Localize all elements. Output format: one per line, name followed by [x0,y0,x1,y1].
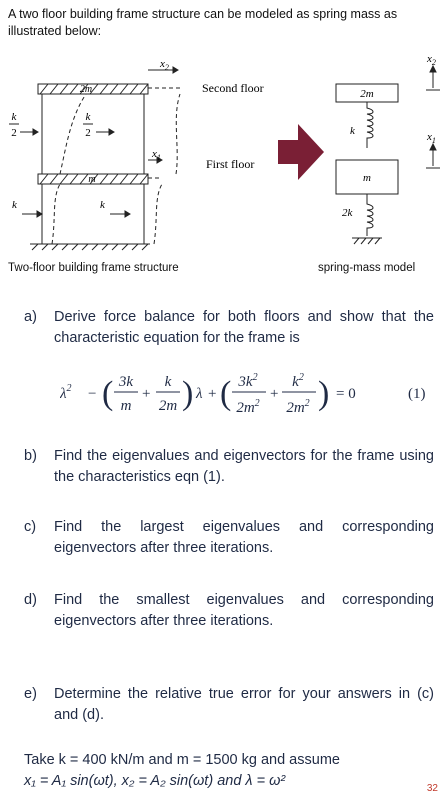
intro-text: A two floor building frame structure can be modeled as spring mass as illustrated below: [8,7,398,38]
eq-t4-num: $k^2$ [292,372,304,390]
eq-equals-zero: = 0 [336,386,356,402]
second-floor-label: Second floor [202,81,264,95]
eq-t4-den: $2m^2$ [286,398,310,416]
first-floor-label: First floor [206,157,255,171]
question-label: c) [24,519,37,535]
question-c [24,517,434,559]
question-a [24,307,434,349]
given-line-1: Take k = 400 kN/m and m = 1500 kg and assume [24,752,340,768]
spring-2k-label: 2k [342,207,353,219]
eq-t3-num: $3k^2$ [238,372,258,390]
page-number: 32 [426,783,438,794]
eq-t1-num: 3k [118,374,134,390]
mass-2m-label: 2m [79,84,93,95]
question-e [24,684,434,726]
question-text: Find the eigenvalues and eigenvectors for the frame using the characteristics eqn (1). [54,448,434,485]
k-half-left [9,111,19,139]
characteristic-equation [60,364,445,424]
eq-t1-den: m [120,398,132,414]
question-d [24,590,434,632]
eq-paren-close-1: ) [182,375,194,412]
transform-arrow-icon [278,124,324,180]
svg-text:k: k [85,111,91,123]
k-label-right: k [100,199,105,211]
svg-text:k: k [11,111,17,123]
k-half-right [83,111,93,139]
eq-plus-3: + [270,386,279,402]
question-text: Derive force balance for both floors and show that the characteristic equation for the frame is [54,309,434,346]
given-line-2: x₁ = A₁ sin(ωt), x₂ = A₂ sin(ωt) and λ = ω² [24,773,286,789]
eq-t2-den: 2m [158,398,178,414]
figure-diagram [0,48,448,288]
question-text: Determine the relative true error for your answers in (c) and (d). [54,686,434,723]
figure [0,48,448,288]
eq-number: (1) [408,386,426,402]
svg-text:2: 2 [11,127,17,139]
eq-plus-1: + [142,386,151,402]
k-label-left: k [12,199,17,211]
mass-m-label: m [88,174,96,185]
eq-t3-den: $2m^2$ [236,398,260,416]
eq-lambda: $\lambda^2$ [60,383,72,402]
mass-m-box-label: m [363,172,371,184]
question-label: b) [24,448,37,464]
question-label: d) [24,592,37,608]
eq-plus-2: + [208,386,217,402]
eq-minus: − [88,386,97,402]
question-label: a) [24,309,37,325]
x1-label-frame: $x_1$ [152,148,161,162]
question-text: Find the largest eigenvalues and corresponding eigenvectors after three iterations. [54,519,434,556]
eq-t2-num: k [164,374,172,390]
question-label: e) [24,686,37,702]
given-values [24,750,444,792]
x1-label-model: $x_1$ [427,131,436,145]
caption-left: Two-floor building frame structure [8,262,179,274]
svg-text:2: 2 [85,127,91,139]
eq-lambda-2: λ [196,386,203,402]
x2-label-frame: $x_2$ [160,58,169,72]
eq-paren-open-2: ( [220,375,232,412]
x2-label-model: $x_2$ [427,53,436,67]
caption-right: spring-mass model [318,262,416,274]
spring-k-label: k [350,125,355,137]
question-b [24,446,434,488]
mass-2m-box-label: 2m [360,88,374,100]
eq-paren-close-2: ) [318,375,330,412]
eq-paren-open-1: ( [102,375,114,412]
question-text: Find the smallest eigenvalues and corresponding eigenvectors after three iterations. [54,592,434,629]
